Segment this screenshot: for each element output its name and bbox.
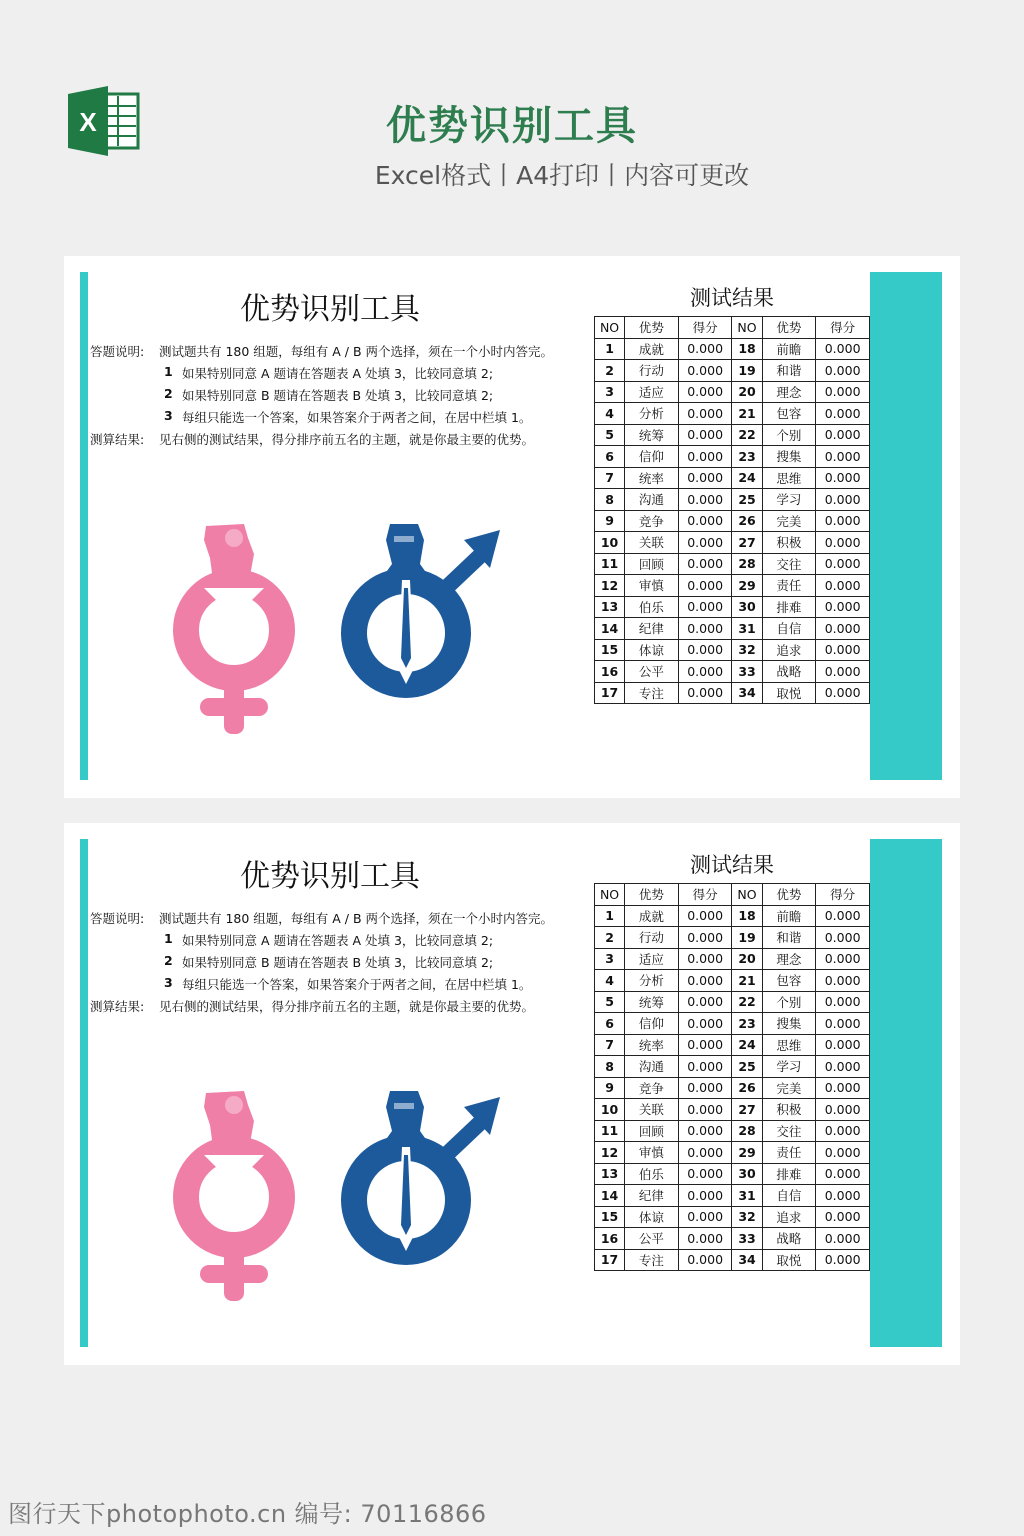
cell-no: 22 bbox=[732, 991, 762, 1013]
cell-score: 0.000 bbox=[816, 1249, 870, 1271]
cell-strength: 积极 bbox=[762, 1099, 816, 1121]
cell-score: 0.000 bbox=[816, 446, 870, 468]
cell-strength: 成就 bbox=[625, 338, 679, 360]
cell-score: 0.000 bbox=[816, 360, 870, 382]
header-score: 得分 bbox=[816, 317, 870, 339]
page-header bbox=[0, 0, 1024, 240]
table-row bbox=[595, 338, 870, 360]
cell-score: 0.000 bbox=[816, 991, 870, 1013]
header-no: NO bbox=[732, 317, 762, 339]
cell-strength: 分析 bbox=[625, 970, 679, 992]
cell-no: 5 bbox=[595, 424, 625, 446]
cell-score: 0.000 bbox=[816, 1142, 870, 1164]
instruction-text: 如果特别同意 A 题请在答题表 A 处填 3，比较同意填 2; bbox=[182, 933, 494, 948]
table-row bbox=[595, 1228, 870, 1250]
cell-score: 0.000 bbox=[678, 467, 732, 489]
table-row bbox=[595, 596, 870, 618]
table-row bbox=[595, 489, 870, 511]
cell-score: 0.000 bbox=[678, 661, 732, 683]
accent-bar-right bbox=[870, 839, 942, 1347]
instruction-label: 测算结果: bbox=[90, 999, 145, 1014]
cell-strength: 竞争 bbox=[625, 510, 679, 532]
cell-score: 0.000 bbox=[816, 489, 870, 511]
instruction-num: 2 bbox=[164, 386, 173, 401]
table-row bbox=[595, 1163, 870, 1185]
instruction-num: 3 bbox=[164, 975, 173, 990]
cell-no: 34 bbox=[732, 682, 762, 704]
cell-score: 0.000 bbox=[678, 424, 732, 446]
cell-score: 0.000 bbox=[678, 1013, 732, 1035]
cell-strength: 适应 bbox=[625, 948, 679, 970]
cell-strength: 交往 bbox=[762, 553, 816, 575]
cell-no: 32 bbox=[732, 639, 762, 661]
cell-score: 0.000 bbox=[816, 1120, 870, 1142]
cell-no: 21 bbox=[732, 403, 762, 425]
cell-strength: 包容 bbox=[762, 970, 816, 992]
cell-no: 23 bbox=[732, 1013, 762, 1035]
cell-score: 0.000 bbox=[678, 446, 732, 468]
table-row bbox=[595, 1034, 870, 1056]
cell-no: 9 bbox=[595, 510, 625, 532]
cell-score: 0.000 bbox=[678, 1077, 732, 1099]
accent-bar-right bbox=[870, 272, 942, 780]
cell-no: 31 bbox=[732, 618, 762, 640]
cell-no: 19 bbox=[732, 927, 762, 949]
cell-strength: 成就 bbox=[625, 905, 679, 927]
cell-no: 24 bbox=[732, 1034, 762, 1056]
instruction-text: 如果特别同意 B 题请在答题表 B 处填 3，比较同意填 2; bbox=[182, 388, 494, 403]
cell-no: 34 bbox=[732, 1249, 762, 1271]
header-strength: 优势 bbox=[625, 884, 679, 906]
cell-strength: 和谐 bbox=[762, 927, 816, 949]
cell-strength: 统率 bbox=[625, 1034, 679, 1056]
cell-strength: 追求 bbox=[762, 1206, 816, 1228]
cell-score: 0.000 bbox=[816, 905, 870, 927]
header-score: 得分 bbox=[678, 884, 732, 906]
cell-no: 6 bbox=[595, 446, 625, 468]
cell-no: 27 bbox=[732, 532, 762, 554]
table-row bbox=[595, 1249, 870, 1271]
cell-strength: 排难 bbox=[762, 1163, 816, 1185]
cell-score: 0.000 bbox=[678, 639, 732, 661]
cell-score: 0.000 bbox=[678, 403, 732, 425]
cell-no: 26 bbox=[732, 1077, 762, 1099]
cell-no: 1 bbox=[595, 905, 625, 927]
cell-strength: 行动 bbox=[625, 927, 679, 949]
cell-no: 25 bbox=[732, 1056, 762, 1078]
female-symbol-icon bbox=[186, 1091, 282, 1301]
accent-bar-left bbox=[80, 839, 88, 1347]
cell-strength: 统筹 bbox=[625, 991, 679, 1013]
cell-score: 0.000 bbox=[816, 618, 870, 640]
cell-strength: 体谅 bbox=[625, 639, 679, 661]
cell-no: 12 bbox=[595, 1142, 625, 1164]
cell-strength: 积极 bbox=[762, 532, 816, 554]
result-title: 测试结果 bbox=[690, 286, 774, 310]
cell-strength: 思维 bbox=[762, 467, 816, 489]
table-row bbox=[595, 661, 870, 683]
preview-card-2 bbox=[64, 823, 960, 1365]
result-table bbox=[594, 883, 870, 1271]
cell-score: 0.000 bbox=[816, 1206, 870, 1228]
cell-no: 8 bbox=[595, 1056, 625, 1078]
cell-no: 25 bbox=[732, 489, 762, 511]
cell-strength: 前瞻 bbox=[762, 338, 816, 360]
instruction-text: 如果特别同意 B 题请在答题表 B 处填 3，比较同意填 2; bbox=[182, 955, 494, 970]
cell-no: 30 bbox=[732, 596, 762, 618]
cell-score: 0.000 bbox=[678, 360, 732, 382]
cell-strength: 搜集 bbox=[762, 1013, 816, 1035]
cell-no: 4 bbox=[595, 970, 625, 992]
cell-no: 15 bbox=[595, 1206, 625, 1228]
cell-score: 0.000 bbox=[816, 424, 870, 446]
table-row bbox=[595, 970, 870, 992]
cell-score: 0.000 bbox=[678, 991, 732, 1013]
cell-score: 0.000 bbox=[678, 905, 732, 927]
sheet-title: 优势识别工具 bbox=[240, 292, 420, 327]
cell-strength: 伯乐 bbox=[625, 1163, 679, 1185]
header-strength: 优势 bbox=[762, 317, 816, 339]
cell-no: 4 bbox=[595, 403, 625, 425]
preview-card-1 bbox=[64, 256, 960, 798]
cell-strength: 关联 bbox=[625, 532, 679, 554]
female-symbol-icon bbox=[186, 524, 282, 734]
instruction-label: 答题说明: bbox=[90, 911, 145, 926]
cell-no: 16 bbox=[595, 661, 625, 683]
instruction-num: 1 bbox=[164, 364, 173, 379]
instruction-text: 如果特别同意 A 题请在答题表 A 处填 3，比较同意填 2; bbox=[182, 366, 494, 381]
table-row bbox=[595, 424, 870, 446]
cell-no: 1 bbox=[595, 338, 625, 360]
svg-text:X: X bbox=[79, 107, 97, 137]
cell-no: 22 bbox=[732, 424, 762, 446]
cell-strength: 审慎 bbox=[625, 1142, 679, 1164]
cell-no: 21 bbox=[732, 970, 762, 992]
header-no: NO bbox=[595, 317, 625, 339]
cell-strength: 信仰 bbox=[625, 1013, 679, 1035]
header-no: NO bbox=[595, 884, 625, 906]
male-symbol-icon bbox=[354, 1091, 500, 1252]
cell-score: 0.000 bbox=[678, 1228, 732, 1250]
cell-no: 13 bbox=[595, 1163, 625, 1185]
cell-strength: 竞争 bbox=[625, 1077, 679, 1099]
table-row bbox=[595, 1056, 870, 1078]
cell-strength: 取悦 bbox=[762, 1249, 816, 1271]
cell-strength: 信仰 bbox=[625, 446, 679, 468]
cell-strength: 公平 bbox=[625, 1228, 679, 1250]
cell-no: 11 bbox=[595, 1120, 625, 1142]
cell-strength: 沟通 bbox=[625, 1056, 679, 1078]
cell-no: 17 bbox=[595, 682, 625, 704]
table-header-row bbox=[595, 317, 870, 339]
cell-strength: 统率 bbox=[625, 467, 679, 489]
cell-score: 0.000 bbox=[816, 1185, 870, 1207]
header-score: 得分 bbox=[678, 317, 732, 339]
cell-strength: 责任 bbox=[762, 1142, 816, 1164]
cell-no: 29 bbox=[732, 575, 762, 597]
instruction-text: 每组只能选一个答案，如果答案介于两者之间，在居中栏填 1。 bbox=[182, 410, 532, 425]
cell-strength: 和谐 bbox=[762, 360, 816, 382]
cell-no: 23 bbox=[732, 446, 762, 468]
cell-score: 0.000 bbox=[816, 553, 870, 575]
cell-score: 0.000 bbox=[816, 682, 870, 704]
cell-score: 0.000 bbox=[816, 403, 870, 425]
cell-score: 0.000 bbox=[678, 575, 732, 597]
cell-strength: 责任 bbox=[762, 575, 816, 597]
cell-score: 0.000 bbox=[678, 381, 732, 403]
cell-score: 0.000 bbox=[678, 510, 732, 532]
cell-no: 9 bbox=[595, 1077, 625, 1099]
cell-score: 0.000 bbox=[678, 618, 732, 640]
cell-no: 13 bbox=[595, 596, 625, 618]
cell-no: 33 bbox=[732, 1228, 762, 1250]
watermark: 图行天下photophoto.cn 编号: 70116866 bbox=[8, 1500, 487, 1528]
cell-no: 20 bbox=[732, 381, 762, 403]
instruction-label: 答题说明: bbox=[90, 344, 145, 359]
cell-score: 0.000 bbox=[816, 661, 870, 683]
cell-score: 0.000 bbox=[816, 532, 870, 554]
table-row bbox=[595, 639, 870, 661]
cell-score: 0.000 bbox=[678, 1120, 732, 1142]
cell-no: 32 bbox=[732, 1206, 762, 1228]
table-row bbox=[595, 360, 870, 382]
instruction-text: 见右侧的测试结果，得分排序前五名的主题，就是你最主要的优势。 bbox=[159, 999, 535, 1014]
cell-score: 0.000 bbox=[816, 970, 870, 992]
cell-strength: 交往 bbox=[762, 1120, 816, 1142]
instruction-text: 测试题共有 180 组题，每组有 A / B 两个选择，须在一个小时内答完。 bbox=[159, 344, 554, 359]
table-row bbox=[595, 532, 870, 554]
cell-score: 0.000 bbox=[816, 1056, 870, 1078]
cell-score: 0.000 bbox=[816, 639, 870, 661]
cell-no: 11 bbox=[595, 553, 625, 575]
cell-no: 28 bbox=[732, 553, 762, 575]
cell-no: 20 bbox=[732, 948, 762, 970]
cell-no: 14 bbox=[595, 1185, 625, 1207]
cell-score: 0.000 bbox=[678, 1163, 732, 1185]
cell-strength: 自信 bbox=[762, 618, 816, 640]
cell-score: 0.000 bbox=[678, 553, 732, 575]
cell-strength: 分析 bbox=[625, 403, 679, 425]
cell-strength: 学习 bbox=[762, 1056, 816, 1078]
table-row bbox=[595, 1185, 870, 1207]
cell-no: 8 bbox=[595, 489, 625, 511]
header-score: 得分 bbox=[816, 884, 870, 906]
cell-score: 0.000 bbox=[678, 1099, 732, 1121]
cell-no: 10 bbox=[595, 532, 625, 554]
cell-score: 0.000 bbox=[678, 1056, 732, 1078]
cell-score: 0.000 bbox=[678, 948, 732, 970]
cell-score: 0.000 bbox=[816, 381, 870, 403]
cell-no: 19 bbox=[732, 360, 762, 382]
cell-no: 17 bbox=[595, 1249, 625, 1271]
table-row bbox=[595, 403, 870, 425]
cell-strength: 体谅 bbox=[625, 1206, 679, 1228]
cell-score: 0.000 bbox=[678, 596, 732, 618]
instruction-num: 3 bbox=[164, 408, 173, 423]
header-strength: 优势 bbox=[625, 317, 679, 339]
table-row bbox=[595, 991, 870, 1013]
instruction-label: 测算结果: bbox=[90, 432, 145, 447]
male-symbol-icon bbox=[354, 524, 500, 685]
cell-strength: 战略 bbox=[762, 1228, 816, 1250]
cell-strength: 行动 bbox=[625, 360, 679, 382]
cell-no: 3 bbox=[595, 948, 625, 970]
cell-score: 0.000 bbox=[816, 1013, 870, 1035]
table-row bbox=[595, 1120, 870, 1142]
instruction-num: 1 bbox=[164, 931, 173, 946]
instruction-text: 测试题共有 180 组题，每组有 A / B 两个选择，须在一个小时内答完。 bbox=[159, 911, 554, 926]
cell-strength: 适应 bbox=[625, 381, 679, 403]
cell-no: 6 bbox=[595, 1013, 625, 1035]
cell-strength: 思维 bbox=[762, 1034, 816, 1056]
cell-strength: 包容 bbox=[762, 403, 816, 425]
cell-strength: 取悦 bbox=[762, 682, 816, 704]
cell-score: 0.000 bbox=[816, 338, 870, 360]
table-row bbox=[595, 467, 870, 489]
cell-strength: 纪律 bbox=[625, 618, 679, 640]
cell-no: 7 bbox=[595, 1034, 625, 1056]
table-row bbox=[595, 618, 870, 640]
result-table bbox=[594, 316, 870, 704]
table-row bbox=[595, 948, 870, 970]
cell-strength: 审慎 bbox=[625, 575, 679, 597]
cell-strength: 沟通 bbox=[625, 489, 679, 511]
cell-strength: 关联 bbox=[625, 1099, 679, 1121]
cell-no: 7 bbox=[595, 467, 625, 489]
table-row bbox=[595, 553, 870, 575]
table-row bbox=[595, 927, 870, 949]
cell-no: 26 bbox=[732, 510, 762, 532]
cell-no: 24 bbox=[732, 467, 762, 489]
cell-strength: 排难 bbox=[762, 596, 816, 618]
sheet-title: 优势识别工具 bbox=[240, 859, 420, 894]
cell-score: 0.000 bbox=[678, 338, 732, 360]
cell-strength: 回顾 bbox=[625, 1120, 679, 1142]
gender-figures bbox=[164, 518, 509, 738]
cell-no: 5 bbox=[595, 991, 625, 1013]
cell-no: 12 bbox=[595, 575, 625, 597]
cell-no: 30 bbox=[732, 1163, 762, 1185]
cell-no: 27 bbox=[732, 1099, 762, 1121]
cell-score: 0.000 bbox=[678, 970, 732, 992]
cell-strength: 完美 bbox=[762, 510, 816, 532]
cell-score: 0.000 bbox=[816, 575, 870, 597]
table-row bbox=[595, 1013, 870, 1035]
header-no: NO bbox=[732, 884, 762, 906]
cell-no: 28 bbox=[732, 1120, 762, 1142]
cell-no: 15 bbox=[595, 639, 625, 661]
cell-score: 0.000 bbox=[816, 1228, 870, 1250]
cell-strength: 个别 bbox=[762, 424, 816, 446]
cell-score: 0.000 bbox=[816, 1099, 870, 1121]
cell-strength: 搜集 bbox=[762, 446, 816, 468]
cell-score: 0.000 bbox=[678, 1034, 732, 1056]
cell-strength: 纪律 bbox=[625, 1185, 679, 1207]
cell-no: 2 bbox=[595, 360, 625, 382]
cell-score: 0.000 bbox=[816, 467, 870, 489]
cell-strength: 自信 bbox=[762, 1185, 816, 1207]
instruction-text: 见右侧的测试结果，得分排序前五名的主题，就是你最主要的优势。 bbox=[159, 432, 535, 447]
cell-no: 29 bbox=[732, 1142, 762, 1164]
table-row bbox=[595, 682, 870, 704]
table-row bbox=[595, 1077, 870, 1099]
table-row bbox=[595, 1206, 870, 1228]
cell-score: 0.000 bbox=[678, 1249, 732, 1271]
table-header-row bbox=[595, 884, 870, 906]
cell-strength: 学习 bbox=[762, 489, 816, 511]
cell-strength: 伯乐 bbox=[625, 596, 679, 618]
cell-score: 0.000 bbox=[678, 489, 732, 511]
cell-score: 0.000 bbox=[678, 532, 732, 554]
cell-no: 18 bbox=[732, 905, 762, 927]
cell-no: 33 bbox=[732, 661, 762, 683]
header-strength: 优势 bbox=[762, 884, 816, 906]
cell-no: 3 bbox=[595, 381, 625, 403]
cell-score: 0.000 bbox=[678, 1142, 732, 1164]
cell-strength: 理念 bbox=[762, 948, 816, 970]
cell-score: 0.000 bbox=[678, 1185, 732, 1207]
cell-strength: 前瞻 bbox=[762, 905, 816, 927]
table-row bbox=[595, 1142, 870, 1164]
table-row bbox=[595, 510, 870, 532]
cell-score: 0.000 bbox=[678, 682, 732, 704]
page-subtitle: Excel格式丨A4打印丨内容可更改 bbox=[374, 161, 750, 190]
cell-score: 0.000 bbox=[816, 927, 870, 949]
cell-score: 0.000 bbox=[678, 927, 732, 949]
cell-strength: 战略 bbox=[762, 661, 816, 683]
cell-no: 10 bbox=[595, 1099, 625, 1121]
cell-strength: 追求 bbox=[762, 639, 816, 661]
cell-score: 0.000 bbox=[816, 1163, 870, 1185]
page-title: 优势识别工具 bbox=[386, 103, 638, 149]
cell-no: 16 bbox=[595, 1228, 625, 1250]
cell-score: 0.000 bbox=[678, 1206, 732, 1228]
cell-strength: 完美 bbox=[762, 1077, 816, 1099]
cell-score: 0.000 bbox=[816, 510, 870, 532]
cell-strength: 个别 bbox=[762, 991, 816, 1013]
result-title: 测试结果 bbox=[690, 853, 774, 877]
instruction-text: 每组只能选一个答案，如果答案介于两者之间，在居中栏填 1。 bbox=[182, 977, 532, 992]
cell-no: 31 bbox=[732, 1185, 762, 1207]
cell-strength: 公平 bbox=[625, 661, 679, 683]
cell-no: 2 bbox=[595, 927, 625, 949]
gender-figures bbox=[164, 1085, 509, 1305]
accent-bar-left bbox=[80, 272, 88, 780]
cell-score: 0.000 bbox=[816, 596, 870, 618]
cell-score: 0.000 bbox=[816, 1077, 870, 1099]
cell-no: 18 bbox=[732, 338, 762, 360]
table-row bbox=[595, 1099, 870, 1121]
cell-strength: 专注 bbox=[625, 1249, 679, 1271]
cell-score: 0.000 bbox=[816, 948, 870, 970]
table-row bbox=[595, 905, 870, 927]
table-row bbox=[595, 446, 870, 468]
instruction-num: 2 bbox=[164, 953, 173, 968]
cell-strength: 专注 bbox=[625, 682, 679, 704]
cell-strength: 理念 bbox=[762, 381, 816, 403]
cell-no: 14 bbox=[595, 618, 625, 640]
cell-strength: 统筹 bbox=[625, 424, 679, 446]
table-row bbox=[595, 381, 870, 403]
table-row bbox=[595, 575, 870, 597]
cell-strength: 回顾 bbox=[625, 553, 679, 575]
cell-score: 0.000 bbox=[816, 1034, 870, 1056]
